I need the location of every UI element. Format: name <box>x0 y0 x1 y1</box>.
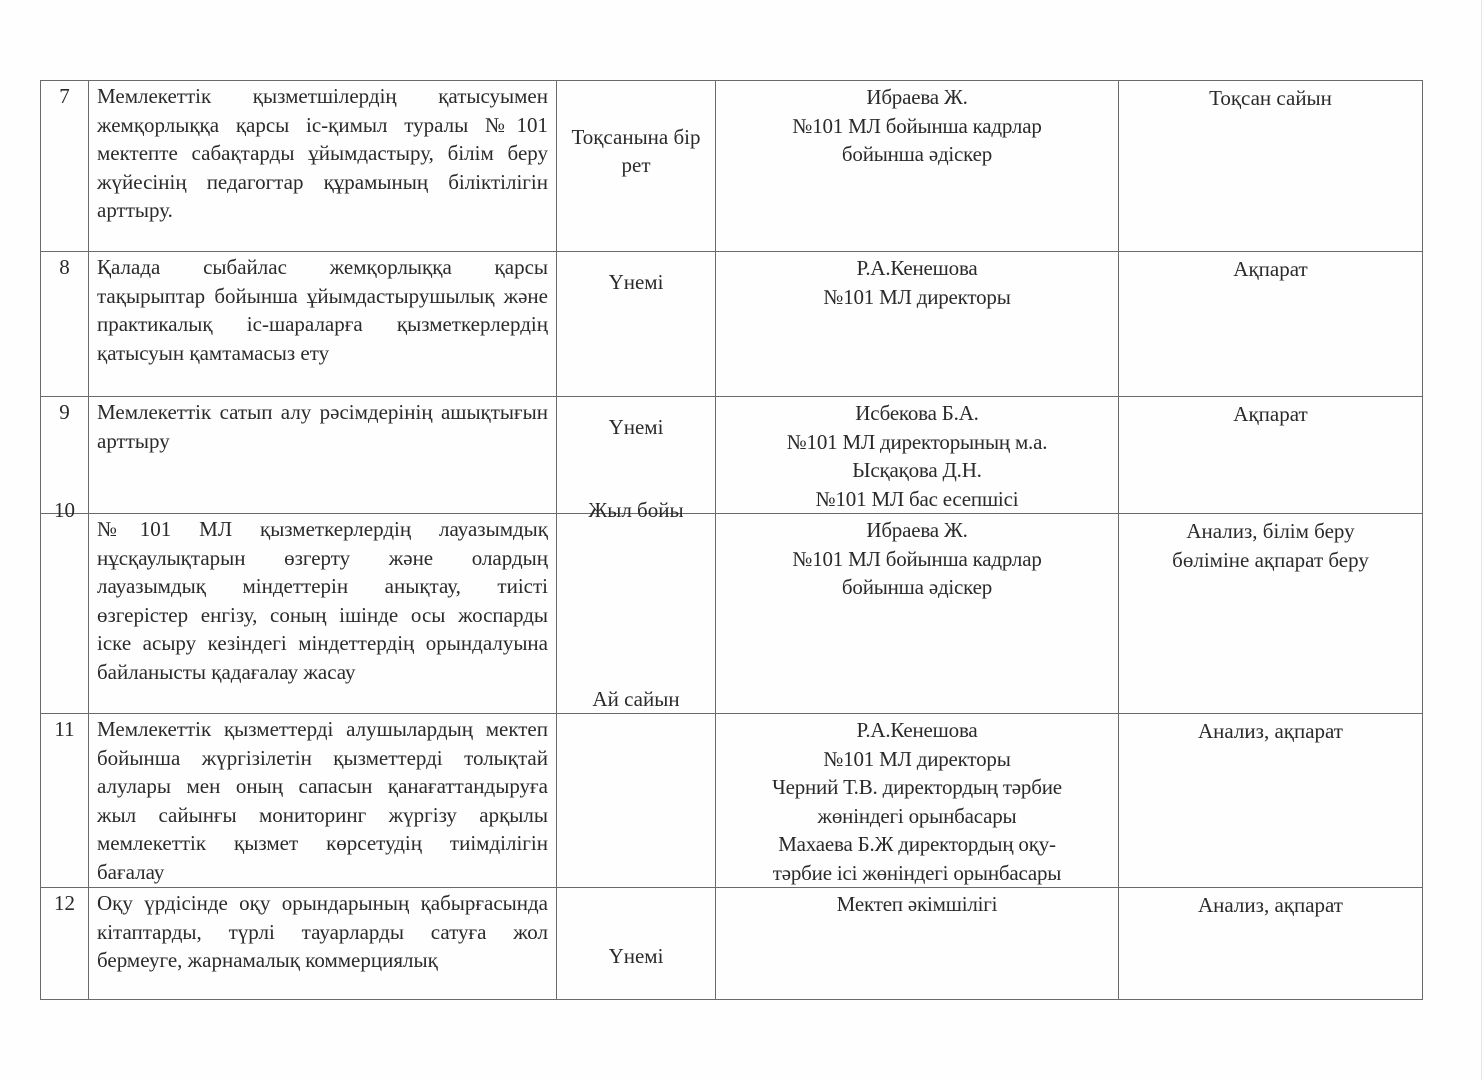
action-plan-table <box>40 80 1423 1000</box>
completion-form-cell: Ақпарат <box>1119 397 1423 514</box>
completion-form-cell: Анализ, білім беру бөліміне ақпарат беру <box>1119 514 1423 714</box>
measure-cell: Мемлекеттік қызметшілердің қатысуымен жемқорлыққа қарсы іс-қимыл туралы №101 мектепте сабақтарды ұйымдастыру, білім беру жүйесінің педагогтар құрамының біліктілігін арттыру. <box>89 81 557 252</box>
completion-form-cell: Тоқсан сайын <box>1119 81 1423 252</box>
period-cell: Жыл бойы <box>557 514 716 714</box>
period-cell: Тоқсанына бір рет <box>557 81 716 252</box>
completion-form-cell: Ақпарат <box>1119 252 1423 397</box>
row-number: 9 <box>41 397 89 514</box>
row-number: 7 <box>41 81 89 252</box>
responsible-cell: Ибраева Ж. №101 МЛ бойынша кадрлар бойынша әдіскер <box>716 81 1119 252</box>
measure-cell: Оқу үрдісінде оқу орындарының қабырғасында кітаптарды, түрлі тауарларды сатуға жол бермеуге, жарнамалық коммерциялық <box>89 888 557 1000</box>
responsible-cell: Мектеп әкімшілігі <box>716 888 1119 1000</box>
row-number: 10 <box>41 514 89 714</box>
table-row <box>41 252 1423 397</box>
completion-form-cell: Анализ, ақпарат <box>1119 714 1423 888</box>
period-cell: Үнемі <box>557 397 716 514</box>
period-cell: Үнемі <box>557 888 716 1000</box>
table-row <box>41 81 1423 252</box>
period-cell: Үнемі <box>557 252 716 397</box>
measure-cell: Мемлекеттік сатып алу рәсімдерінің ашықтығын арттыру <box>89 397 557 514</box>
table-row <box>41 514 1423 714</box>
responsible-cell: Р.А.Кенешова №101 МЛ директоры <box>716 252 1119 397</box>
table-row <box>41 714 1423 888</box>
row-number: 11 <box>41 714 89 888</box>
measure-cell: Қалада сыбайлас жемқорлыққа қарсы тақырыптар бойынша ұйымдастырушылық және практикалық іс-шараларға қызметкерлердің қатысуын қамтамасыз ету <box>89 252 557 397</box>
measure-cell: №101 МЛ қызметкерлердің лауазымдық нұсқаулықтарын өзгерту және олардың лауазымдық міндеттерін анықтау, тиісті өзгерістер енгізу, соның ішінде осы жоспарды іске асыру кезіндегі міндеттердің орындалуына байланысты қадағалау жасау <box>89 514 557 714</box>
measure-cell: Мемлекеттік қызметтерді алушылардың мектеп бойынша жүргізілетін қызметтерді толықтай алулары мен оның сапасын қанағаттандыруға жыл сайынғы мониторинг жүргізу арқылы мемлекеттік қызмет көрсетудің тиімділігін бағалау <box>89 714 557 888</box>
responsible-cell: Исбекова Б.А. №101 МЛ директорының м.а. Ысқақова Д.Н. №101 МЛ бас есепшісі <box>716 397 1119 514</box>
responsible-cell: Р.А.Кенешова №101 МЛ директоры Черний Т.В. директордың тәрбие жөніндегі орынбасары Махаева Б.Ж директордың оқу- тәрбие ісі жөніндегі орынбасары <box>716 714 1119 888</box>
responsible-cell: Ибраева Ж. №101 МЛ бойынша кадрлар бойынша әдіскер <box>716 514 1119 714</box>
completion-form-cell: Анализ, ақпарат <box>1119 888 1423 1000</box>
row-number: 12 <box>41 888 89 1000</box>
table-row <box>41 397 1423 514</box>
table-row <box>41 888 1423 1000</box>
period-cell: Ай сайын <box>557 714 716 888</box>
row-number: 8 <box>41 252 89 397</box>
